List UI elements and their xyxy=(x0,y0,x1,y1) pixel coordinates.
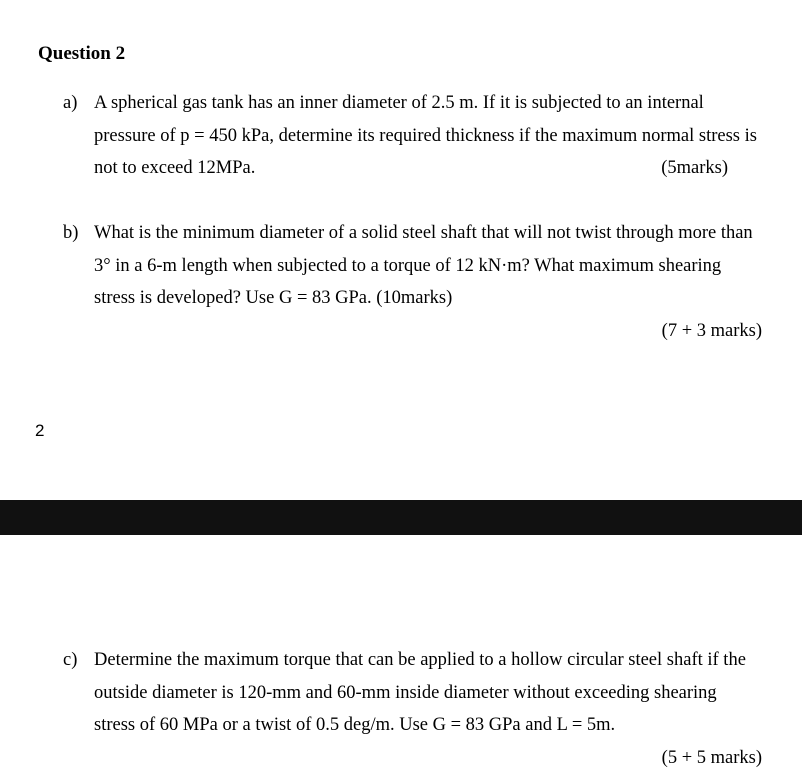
part-c-line-3: stress of 60 MPa or a twist of 0.5 deg/m. Use G = 83 GPa and L = 5m. xyxy=(94,715,616,735)
part-a-line-1: A spherical gas tank has an inner diameter of 2.5 m. If it is subjected to an internal xyxy=(94,93,704,113)
part-c-label: c) xyxy=(63,650,78,670)
question-heading: Question 2 xyxy=(38,43,126,64)
page-break-divider xyxy=(0,500,802,535)
part-b-label: b) xyxy=(63,223,79,243)
part-c-line-1: Determine the maximum torque that can be applied to a hollow circular steel shaft if the xyxy=(94,650,746,670)
part-a-marks: (5marks) xyxy=(661,158,728,178)
part-b-line-1: What is the minimum diameter of a solid steel shaft that will not twist through more than xyxy=(94,223,753,243)
part-a-label: a) xyxy=(63,93,78,113)
part-a-line-3: not to exceed 12MPa. xyxy=(94,158,256,178)
part-b-marks: (7 + 3 marks) xyxy=(661,321,762,341)
part-b-line-2: 3° in a 6-m length when subjected to a torque of 12 kN·m? What maximum shearing xyxy=(94,256,722,276)
page-number: 2 xyxy=(35,421,45,440)
part-b-line-3: stress is developed? Use G = 83 GPa. (10marks) xyxy=(94,288,453,308)
part-c-marks: (5 + 5 marks) xyxy=(661,748,762,768)
part-c-line-2: outside diameter is 120-mm and 60-mm inside diameter without exceeding shearing xyxy=(94,683,717,703)
part-a-line-2: pressure of p = 450 kPa, determine its required thickness if the maximum normal stress is xyxy=(94,126,757,146)
